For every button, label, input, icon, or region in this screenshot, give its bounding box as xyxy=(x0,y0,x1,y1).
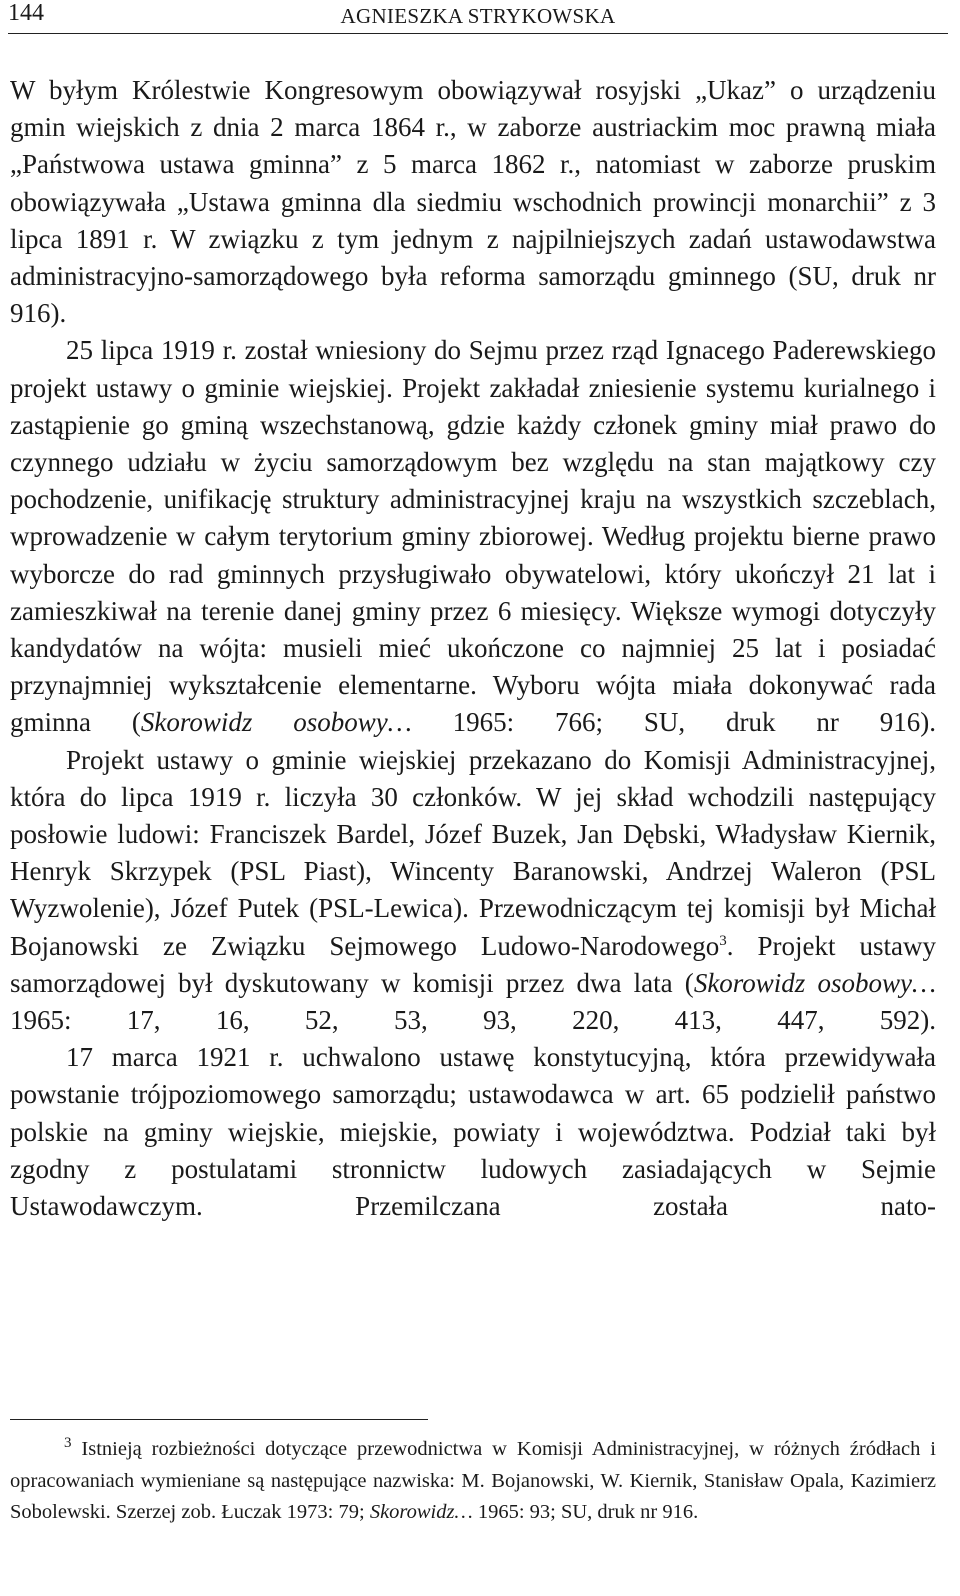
body-text xyxy=(10,72,936,1225)
paragraph-3-citation: Skorowidz osobowy… xyxy=(693,967,937,998)
footnote-number: 3 xyxy=(64,1435,72,1452)
running-head: AGNIESZKA STRYKOWSKA xyxy=(340,4,616,28)
running-header xyxy=(8,0,948,34)
paragraph-2-tail: 1965: 766; SU, druk nr 916). xyxy=(411,707,936,738)
footnote-reference[interactable]: 3 xyxy=(719,932,727,949)
footnote-divider xyxy=(10,1419,428,1420)
paragraph-3-text: Projekt ustawy o gminie wiejskiej przekazano do Komisji Administracyjnej, która do lipca 1919 r. liczyła 30 członków. W jej skład wchodzili następujący posłowie ludowi: Franciszek Bardel, Józef Buzek, Jan Dębski, Władysław Kiernik, Henryk Skrzypek (PSL Piast), Wincenty Baranowski, Andrzej Waleron (PSL Wyzwolenie), Józef Putek (PSL-Lewica). Przewodniczącym tej komisji był Michał Bojanowski ze Związku Sejmowego Ludowo-Narodowego xyxy=(10,744,936,961)
paragraph-4 xyxy=(10,1039,936,1225)
paragraph-1 xyxy=(10,72,936,332)
paragraph-4-text: 17 marca 1921 r. uchwalono ustawę konstytucyjną, która przewidywała powstanie trójpoziomowego samorządu; ustawodawca w art. 65 podzielił państwo polskie na gminy wiejskie, miejskie, powiaty i województwa. Podział taki był zgodny z postulatami stronnictw ludowych zasiadających w Sejmie Ustawodawczym. Przemilczana została nato- xyxy=(10,1042,936,1222)
footnote xyxy=(10,1434,936,1529)
paragraph-2-citation: Skorowidz osobowy… xyxy=(140,707,412,738)
footnote-citation: Skorowidz… xyxy=(369,1501,473,1524)
paragraph-2 xyxy=(10,332,936,741)
paragraph-3 xyxy=(10,742,936,1040)
paragraph-2-text: 25 lipca 1919 r. został wniesiony do Sejmu przez rząd Ignacego Paderewskiego projekt ustawy o gminie wiejskiej. Projekt zakładał zniesienie systemu kurialnego i zastąpienie go gminą wszechstanową, gdzie każdy członek gminy miał prawo do czynnego udziału w życiu samorządowym bez względu na stan majątkowy czy pochodzenie, unifikację struktury administracyjnej kraju na wszystkich szczeblach, wprowadzenie w całym terytorium gminy zbiorowej. Według projektu bierne prawo wyborcze do rad gminnych przysługiwało obywatelowi, który ukończył 21 lat i zamieszkiwał na terenie danej gminy przez 6 miesięcy. Większe wymogi dotyczyły kandydatów na wójta: musieli mieć ukończone co najmniej 25 lat i posiadać przynajmniej wykształcenie elementarne. Wyboru wójta miała dokonywać rada gminna ( xyxy=(10,335,936,738)
footnote-tail: 1965: 93; SU, druk nr 916. xyxy=(472,1501,699,1524)
footnote-text: Istnieją rozbieżności dotyczące przewodnictwa w Komisji Administracyjnej, w różnych źródłach i opracowaniach wymieniane są następujące nazwiska: M. Bojanowski, W. Kiernik, Stanisław Opala, Kazimierz Sobolewski. Szerzej zob. Łuczak 1973: 79; xyxy=(10,1438,936,1524)
paragraph-3-tail: 1965: 17, 16, 52, 53, 93, 220, 413, 447, 592). xyxy=(10,1005,936,1036)
page-number: 144 xyxy=(8,0,44,26)
paragraph-3-text-cont: . Projekt ustawy samorządowej był dyskutowany w komisji przez dwa lata ( xyxy=(10,930,936,998)
paragraph-1-text: W byłym Królestwie Kongresowym obowiązywał rosyjski „Ukaz” o urządzeniu gmin wiejskich z dnia 2 marca 1864 r., w zaborze austriackim moc prawną miała „Państwowa ustawa gminna” z 5 marca 1862 r., natomiast w zaborze pruskim obowiązywała „Ustawa gminna dla siedmiu wschodnich prowincji monarchii” z 3 lipca 1891 r. W związku z tym jednym z najpilniejszych zadań ustawodawstwa administracyjno-samorządowego była reforma samorządu gminnego (SU, druk nr 916). xyxy=(10,75,936,329)
